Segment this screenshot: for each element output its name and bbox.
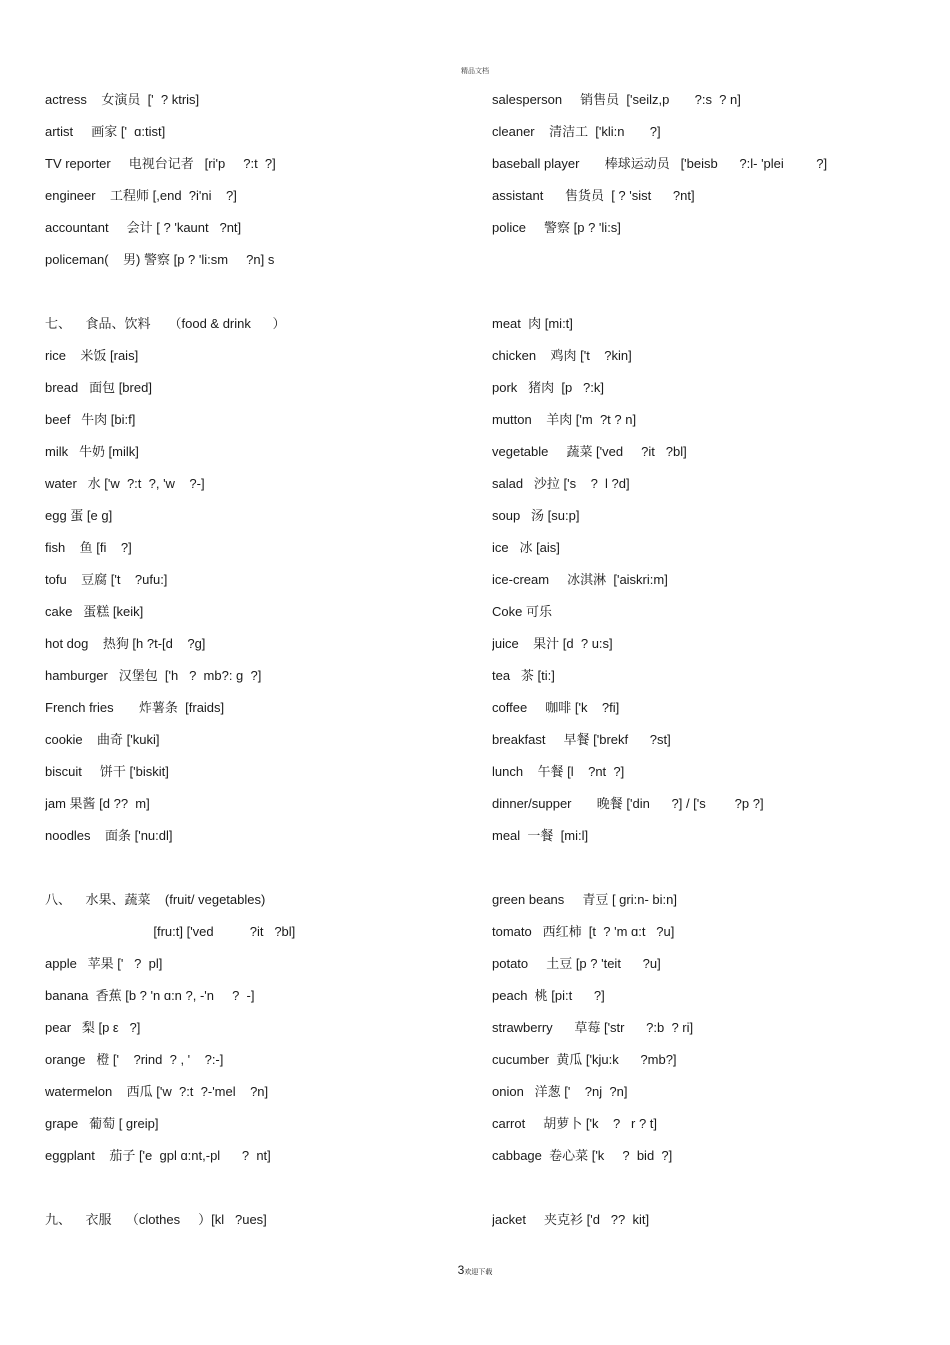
vocab-line: beef 牛肉 [bi:f] (45, 412, 136, 427)
vocab-line: carrot 胡萝卜 ['k ? r ? t] (492, 1116, 658, 1131)
vocab-line: cookie 曲奇 ['kuki] (45, 732, 160, 747)
vocab-line: milk 牛奶 [milk] (45, 444, 139, 459)
vocab-line: engineer 工程师 [,end ?i'ni ?] (45, 188, 237, 203)
blank-line (45, 280, 485, 312)
vocab-line: chicken 鸡肉 ['t ?kin] (492, 348, 632, 363)
vocab-line: noodles 面条 ['nu:dl] (45, 828, 173, 843)
vocab-line: Coke 可乐 (492, 604, 552, 619)
vocab-line: 八、 水果、蔬菜 (fruit/ vegetables) (45, 892, 266, 907)
vocab-line: accountant 会计 [ ? 'kaunt ?nt] (45, 220, 242, 235)
vocab-line: 七、 食品、饮料 （food & drink ） (45, 316, 286, 331)
vocab-line: grape 葡萄 [ ɡreip] (45, 1116, 159, 1131)
vocab-line: policeman( 男) 警察 [p ? 'li:sm ?n] s (45, 252, 275, 267)
page-header: 精品文档 (461, 68, 489, 75)
vocab-line: banana 香蕉 [b ? 'n ɑ:n ?, -'n ? -] (45, 988, 255, 1003)
vocab-line: TV reporter 电视台记者 [ri'p ?:t ?] (45, 156, 276, 171)
vocab-line: eggplant 茄子 ['e ɡpl ɑ:nt,-pl ? nt] (45, 1148, 271, 1163)
vocab-line: breakfast 早餐 ['brekf ?st] (492, 732, 671, 747)
vocab-line: pork 猪肉 [p ?:k] (492, 380, 604, 395)
page-footer (0, 1261, 950, 1279)
blank-line (492, 1176, 932, 1208)
vocab-line: bread 面包 [bred] (45, 380, 152, 395)
vocab-line: apple 苹果 [' ? pl] (45, 956, 163, 971)
vocab-line: actress 女演员 [' ? ktris] (45, 92, 200, 107)
blank-line (492, 248, 932, 280)
vocab-line: pear 梨 [p ε ?] (45, 1020, 141, 1035)
vocab-line: cleaner 清洁工 ['kli:n ?] (492, 124, 661, 139)
vocab-line: jacket 夹克衫 ['d ?? kit] (492, 1212, 650, 1227)
blank-line (492, 280, 932, 312)
vocab-line: assistant 售货员 [ ? 'sist ?nt] (492, 188, 695, 203)
vocab-line: jam 果酱 [d ?? m] (45, 796, 150, 811)
vocab-line: peach 桃 [pi:t ?] (492, 988, 605, 1003)
page-number: 3 (457, 1263, 465, 1277)
vocab-line: orange 橙 [' ?rind ? , ' ?:-] (45, 1052, 224, 1067)
vocab-line: onion 洋葱 [' ?nj ?n] (492, 1084, 628, 1099)
left-column (45, 88, 485, 1240)
vocab-line: lunch 午餐 [l ?nt ?] (492, 764, 625, 779)
vocab-line: green beans 青豆 [ ɡri:n- bi:n] (492, 892, 677, 907)
vocab-line: cabbage 卷心菜 ['k ? bid ?] (492, 1148, 673, 1163)
vocab-line: mutton 羊肉 ['m ?t ? n] (492, 412, 637, 427)
vocab-line: cucumber 黄瓜 ['kju:k ?mb?] (492, 1052, 677, 1067)
vocab-line: water 水 ['w ?:t ?, 'w ?-] (45, 476, 205, 491)
vocab-line: hamburger 汉堡包 ['h ? mb?: ɡ ?] (45, 668, 262, 683)
vocab-line: ice-cream 冰淇淋 ['aiskri:m] (492, 572, 668, 587)
blank-line (45, 856, 485, 888)
right-column (492, 88, 932, 1240)
vocab-line: vegetable 蔬菜 ['ved ?it ?bl] (492, 444, 687, 459)
vocab-line: rice 米饭 [rais] (45, 348, 139, 363)
vocab-line: meal 一餐 [mi:l] (492, 828, 589, 843)
vocab-line: soup 汤 [su:p] (492, 508, 580, 523)
vocab-line: dinner/supper 晚餐 ['din ?] / ['s ?p ?] (492, 796, 764, 811)
footer-note: 欢迎下载 (464, 1269, 493, 1276)
blank-line (45, 1176, 485, 1208)
vocab-line: biscuit 饼干 ['biskit] (45, 764, 169, 779)
vocab-line: tofu 豆腐 ['t ?ufu:] (45, 572, 168, 587)
vocab-line: tomato 西红柿 [t ? 'm ɑ:t ?u] (492, 924, 675, 939)
blank-line (492, 856, 932, 888)
vocab-line: [fru:t] ['ved ?it ?bl] (45, 924, 296, 939)
vocab-line: salesperson 销售员 ['seilz,p ?:s ? n] (492, 92, 741, 107)
vocab-line: juice 果汁 [d ? u:s] (492, 636, 613, 651)
vocab-line: potato 土豆 [p ? 'teit ?u] (492, 956, 661, 971)
vocab-line: hot dog 热狗 [h ?t-[d ?ɡ] (45, 636, 206, 651)
vocab-line: egg 蛋 [e ɡ] (45, 508, 113, 523)
vocab-line: strawberry 草莓 ['str ?:b ? ri] (492, 1020, 694, 1035)
vocab-line: ice 冰 [ais] (492, 540, 560, 555)
vocab-line: 九、 衣服 （clothes ）[kl ?ues] (45, 1212, 267, 1227)
vocab-line: artist 画家 [' ɑ:tist] (45, 124, 166, 139)
vocab-line: salad 沙拉 ['s ? l ?d] (492, 476, 630, 491)
vocab-line: baseball player 棒球运动员 ['beisb ?:l- 'plei ?] (492, 156, 828, 171)
vocab-line: watermelon 西瓜 ['w ?:t ?-'mel ?n] (45, 1084, 269, 1099)
vocab-line: police 警察 [p ? 'li:s] (492, 220, 621, 235)
vocab-line: meat 肉 [mi:t] (492, 316, 573, 331)
vocab-line: cake 蛋糕 [keik] (45, 604, 144, 619)
vocab-line: fish 鱼 [fi ?] (45, 540, 132, 555)
vocab-line: tea 茶 [ti:] (492, 668, 555, 683)
vocab-line: French fries 炸薯条 [fraids] (45, 700, 225, 715)
vocab-line: coffee 咖啡 ['k ?fi] (492, 700, 620, 715)
